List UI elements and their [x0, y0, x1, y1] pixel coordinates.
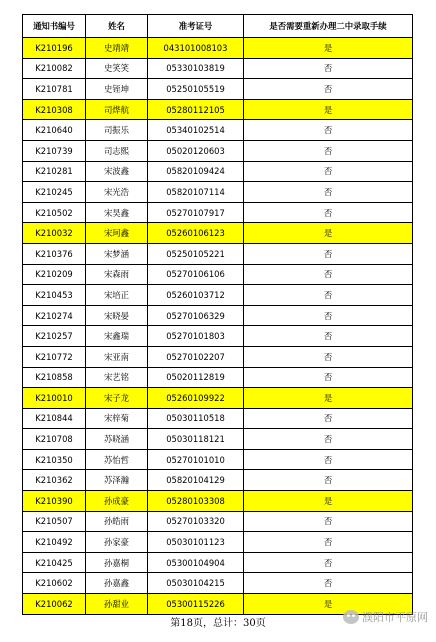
cell-exam-number: 05270106329	[148, 305, 244, 326]
cell-notice-number: K210425	[23, 552, 86, 573]
table-row	[23, 449, 413, 470]
cell-notice-number: K210453	[23, 285, 86, 306]
table-row	[23, 120, 413, 141]
cell-exam-number: 05020120603	[148, 140, 244, 161]
table-body	[23, 38, 413, 615]
cell-status: 否	[244, 202, 413, 223]
cell-name: 宋波鑫	[86, 161, 148, 182]
cell-notice-number: K210781	[23, 79, 86, 100]
cell-exam-number: 05300115226	[148, 594, 244, 615]
cell-status: 否	[244, 305, 413, 326]
cell-exam-number: 05260109922	[148, 388, 244, 409]
cell-notice-number: K210082	[23, 58, 86, 79]
cell-name: 司志熙	[86, 140, 148, 161]
cell-name: 孙甜业	[86, 594, 148, 615]
cell-notice-number: K210062	[23, 594, 86, 615]
watermark-text: 濮阳市平原网	[362, 611, 428, 624]
cell-notice-number: K210640	[23, 120, 86, 141]
cell-name: 宋光浩	[86, 182, 148, 203]
cell-notice-number: K210196	[23, 38, 86, 59]
cell-exam-number: 05250105519	[148, 79, 244, 100]
cell-exam-number: 05270103320	[148, 511, 244, 532]
cell-name: 宋培正	[86, 285, 148, 306]
cell-name: 司烨航	[86, 99, 148, 120]
cell-exam-number: 05270101803	[148, 326, 244, 347]
table-row	[23, 573, 413, 594]
cell-notice-number: K210858	[23, 367, 86, 388]
table-row	[23, 38, 413, 59]
cell-notice-number: K210844	[23, 408, 86, 429]
cell-notice-number: K210209	[23, 264, 86, 285]
cell-status: 否	[244, 140, 413, 161]
cell-status: 否	[244, 532, 413, 553]
cell-status: 否	[244, 408, 413, 429]
cell-status: 否	[244, 326, 413, 347]
cell-name: 孙皓雨	[86, 511, 148, 532]
table-row	[23, 367, 413, 388]
header-exam-number: 准考证号	[148, 15, 244, 38]
cell-status: 否	[244, 264, 413, 285]
table-header-row	[23, 15, 413, 38]
cell-status: 是	[244, 223, 413, 244]
cell-notice-number: K210502	[23, 202, 86, 223]
cell-notice-number: K210274	[23, 305, 86, 326]
cell-exam-number: 05260106123	[148, 223, 244, 244]
header-name: 姓名	[86, 15, 148, 38]
table-row	[23, 408, 413, 429]
admission-table	[22, 14, 413, 615]
cell-exam-number: 05820104129	[148, 470, 244, 491]
table-row	[23, 202, 413, 223]
cell-notice-number: K210362	[23, 470, 86, 491]
cell-exam-number: 05820109424	[148, 161, 244, 182]
table-row	[23, 552, 413, 573]
cell-notice-number: K210708	[23, 429, 86, 450]
table-row	[23, 99, 413, 120]
cell-status: 是	[244, 38, 413, 59]
cell-exam-number: 05280112105	[148, 99, 244, 120]
cell-exam-number: 05260103712	[148, 285, 244, 306]
table-row	[23, 326, 413, 347]
cell-name: 史笑笑	[86, 58, 148, 79]
cell-exam-number: 05030101123	[148, 532, 244, 553]
cell-name: 宋珂鑫	[86, 223, 148, 244]
cell-notice-number: K210032	[23, 223, 86, 244]
cell-exam-number: 05270106106	[148, 264, 244, 285]
cell-notice-number: K210010	[23, 388, 86, 409]
cell-name: 苏怡哲	[86, 449, 148, 470]
cell-status: 否	[244, 429, 413, 450]
cell-name: 宋亚南	[86, 346, 148, 367]
cell-exam-number: 05820107114	[148, 182, 244, 203]
cell-status: 是	[244, 99, 413, 120]
cell-name: 宋子龙	[86, 388, 148, 409]
cell-status: 否	[244, 161, 413, 182]
cell-status: 否	[244, 120, 413, 141]
table-row	[23, 182, 413, 203]
cell-exam-number: 05030118121	[148, 429, 244, 450]
watermark	[343, 609, 428, 625]
page-footer: 第18页，总计：30页	[170, 618, 266, 629]
cell-status: 否	[244, 367, 413, 388]
table-row	[23, 223, 413, 244]
cell-exam-number: 05030104215	[148, 573, 244, 594]
cell-status: 否	[244, 79, 413, 100]
cell-name: 孙嘉桐	[86, 552, 148, 573]
cell-name: 孙成豪	[86, 491, 148, 512]
table-row	[23, 161, 413, 182]
table-row	[23, 79, 413, 100]
cell-name: 宋鑫瑞	[86, 326, 148, 347]
cell-exam-number: 05280103308	[148, 491, 244, 512]
cell-exam-number: 05300104904	[148, 552, 244, 573]
table-row	[23, 305, 413, 326]
cell-exam-number: 05030110518	[148, 408, 244, 429]
cell-status: 否	[244, 346, 413, 367]
cell-notice-number: K210257	[23, 326, 86, 347]
cell-exam-number: 05250105221	[148, 243, 244, 264]
table-row	[23, 140, 413, 161]
cell-notice-number: K210507	[23, 511, 86, 532]
cell-name: 宋梓菊	[86, 408, 148, 429]
cell-status: 否	[244, 182, 413, 203]
cell-status: 是	[244, 388, 413, 409]
table-row	[23, 511, 413, 532]
cell-status: 否	[244, 470, 413, 491]
cell-notice-number: K210739	[23, 140, 86, 161]
cell-notice-number: K210350	[23, 449, 86, 470]
cell-exam-number: 05270101010	[148, 449, 244, 470]
cell-name: 宋梦涵	[86, 243, 148, 264]
cell-notice-number: K210376	[23, 243, 86, 264]
cell-notice-number: K210492	[23, 532, 86, 553]
table-row	[23, 532, 413, 553]
table-row	[23, 470, 413, 491]
cell-status: 是	[244, 491, 413, 512]
cell-name: 宋晓晏	[86, 305, 148, 326]
cell-exam-number: 05270107917	[148, 202, 244, 223]
cell-name: 苏泽瀚	[86, 470, 148, 491]
wechat-icon	[343, 610, 359, 624]
header-notice-number: 通知书编号	[23, 15, 86, 38]
cell-name: 史铚坤	[86, 79, 148, 100]
table-row	[23, 491, 413, 512]
header-reprocess-status: 是否需要重新办理二中录取手续	[244, 15, 413, 38]
cell-exam-number: 05330103819	[148, 58, 244, 79]
cell-exam-number: 05270102207	[148, 346, 244, 367]
cell-notice-number: K210308	[23, 99, 86, 120]
table-row	[23, 243, 413, 264]
cell-name: 宋森雨	[86, 264, 148, 285]
table-row	[23, 429, 413, 450]
cell-exam-number: 05020112819	[148, 367, 244, 388]
cell-name: 史靖靖	[86, 38, 148, 59]
cell-name: 孙家豪	[86, 532, 148, 553]
cell-status: 否	[244, 511, 413, 532]
cell-name: 司振乐	[86, 120, 148, 141]
cell-status: 否	[244, 573, 413, 594]
cell-status: 否	[244, 243, 413, 264]
cell-notice-number: K210772	[23, 346, 86, 367]
cell-status: 是	[244, 594, 413, 615]
cell-exam-number: 05340102514	[148, 120, 244, 141]
table-row	[23, 285, 413, 306]
cell-notice-number: K210390	[23, 491, 86, 512]
table-row	[23, 388, 413, 409]
cell-name: 孙嘉鑫	[86, 573, 148, 594]
cell-exam-number: 043101008103	[148, 38, 244, 59]
cell-name: 宋艺铭	[86, 367, 148, 388]
cell-status: 否	[244, 58, 413, 79]
cell-notice-number: K210602	[23, 573, 86, 594]
table-row	[23, 264, 413, 285]
cell-notice-number: K210245	[23, 182, 86, 203]
cell-status: 否	[244, 449, 413, 470]
table-row	[23, 346, 413, 367]
cell-status: 否	[244, 285, 413, 306]
cell-name: 宋昊鑫	[86, 202, 148, 223]
cell-status: 否	[244, 552, 413, 573]
cell-notice-number: K210281	[23, 161, 86, 182]
cell-name: 苏晓涵	[86, 429, 148, 450]
table-row	[23, 58, 413, 79]
